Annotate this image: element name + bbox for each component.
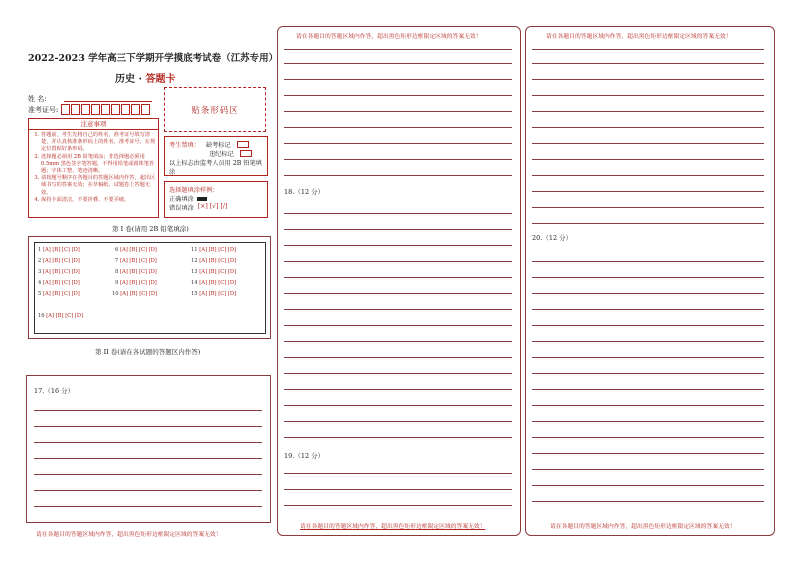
filled-mark-icon xyxy=(197,197,207,201)
violation-label: 违纪标记 xyxy=(209,151,234,158)
warning-text: 请在各题目的答题区域内作答，超出黑色矩形边框限定区域的答案无效！ xyxy=(300,524,486,530)
warning-text: 请在各题目的答题区域内作答，超出黑色矩形边框限定区域的答案无效！ xyxy=(36,532,222,538)
correct-fill-label: 正确填涂 xyxy=(169,196,194,203)
note-item: 3. 请按题号顺序在各题目的答题区域内作答，超出区域书写的答案无效；在草稿纸、试题卷上答题无效。 xyxy=(41,175,158,197)
mcq-row[interactable]: 7 [A] [B] [C] [D] xyxy=(115,258,157,264)
mcq-row[interactable]: 1 [A] [B] [C] [D] xyxy=(38,247,80,253)
mcq-row[interactable]: 14 [A] [B] [C] [D] xyxy=(191,280,237,286)
mcq-row[interactable]: 11 [A] [B] [C] [D] xyxy=(191,247,237,253)
card-label: 答题卡 xyxy=(145,74,176,85)
mcq-row[interactable]: 16 [A] [B] [C] [D] xyxy=(38,313,84,319)
exam-id-boxes[interactable] xyxy=(61,104,151,115)
note-item: 1. 答题前，考生先将自己的姓名，准考证号填写清楚，并认真核准条形码上的姓名、准考证号，在规定位置贴好条形码。 xyxy=(41,132,158,154)
note-item: 2. 选择题必须用 2B 铅笔填涂；非选择题必须用 0.5mm 黑色签字笔答题，不得用铅笔或圆珠笔答题；字体工整、笔迹清晰。 xyxy=(41,154,158,176)
mcq-row[interactable]: 10 [A] [B] [C] [D] xyxy=(112,291,158,297)
name-label: 姓 名: xyxy=(28,95,47,103)
barcode-area: 贴条形码区 xyxy=(164,87,266,132)
mcq-row[interactable]: 2 [A] [B] [C] [D] xyxy=(38,258,80,264)
forbidden-label: 考生禁填： xyxy=(169,142,200,149)
mcq-row[interactable]: 5 [A] [B] [C] [D] xyxy=(38,291,80,297)
violation-checkbox[interactable] xyxy=(240,150,252,157)
q20-label: 20.（12 分） xyxy=(532,234,573,242)
mcq-row[interactable]: 15 [A] [B] [C] [D] xyxy=(191,291,237,297)
q19-label: 19.（12 分） xyxy=(284,452,325,460)
section-2-title: 第 II 卷(请在各试题的答题区内作答) xyxy=(95,348,201,356)
absent-checkbox[interactable] xyxy=(237,141,249,148)
mcq-answer-box xyxy=(28,236,271,339)
answer-card-title xyxy=(115,70,175,85)
warning-text: 请在各题目的答题区域内作答，超出黑色矩形边框限定区域的答案无效！ xyxy=(296,34,482,40)
mcq-row[interactable]: 3 [A] [B] [C] [D] xyxy=(38,269,80,275)
name-field[interactable] xyxy=(64,101,152,102)
fill-example-title: 选择题填涂样例： xyxy=(169,187,219,194)
mark-note: 以上标志由监考人员用 2B 铅笔填涂 xyxy=(169,160,262,176)
subject-label: 历史 xyxy=(115,74,135,85)
notes-heading: 注意事项 xyxy=(29,119,158,130)
mcq-row[interactable]: 8 [A] [B] [C] [D] xyxy=(115,269,157,275)
warning-text: 请在各题目的答题区域内作答，超出黑色矩形边框限定区域的答案无效！ xyxy=(546,34,732,40)
fill-example-box xyxy=(164,181,268,218)
answer-panel-right xyxy=(525,26,775,536)
warning-text: 请在各题目的答题区域内作答，超出黑色矩形边框限定区域的答案无效！ xyxy=(550,524,736,530)
mark-box xyxy=(164,136,268,176)
note-item: 4. 保持卡面清洁，不要折叠、不要弄破。 xyxy=(41,197,158,204)
absent-label: 缺考标记 xyxy=(205,142,231,149)
answer-panel-middle xyxy=(277,26,521,536)
q17-label: 17.（16 分） xyxy=(34,387,75,395)
exam-id-label: 准考证号: xyxy=(28,106,59,114)
mcq-row[interactable]: 12 [A] [B] [C] [D] xyxy=(191,258,237,264)
notes-box xyxy=(28,118,159,218)
exam-title: 2022-2023 学年高三下学期开学摸底考试卷（江苏专用） xyxy=(28,53,279,64)
q18-label: 18.（12 分） xyxy=(284,188,325,196)
mcq-row[interactable]: 13 [A] [B] [C] [D] xyxy=(191,269,237,275)
mcq-row[interactable]: 4 [A] [B] [C] [D] xyxy=(38,280,80,286)
mcq-row[interactable]: 9 [A] [B] [C] [D] xyxy=(115,280,157,286)
wrong-marks: [×] [√] [/] xyxy=(197,203,228,210)
q17-answer-box[interactable] xyxy=(26,375,271,523)
title-dot: · xyxy=(138,74,142,85)
section-1-title: 第 I 卷(请用 2B 铅笔填涂) xyxy=(112,225,189,233)
mcq-row[interactable]: 6 [A] [B] [C] [D] xyxy=(115,247,157,253)
wrong-fill-label: 错误填涂 xyxy=(169,205,194,212)
